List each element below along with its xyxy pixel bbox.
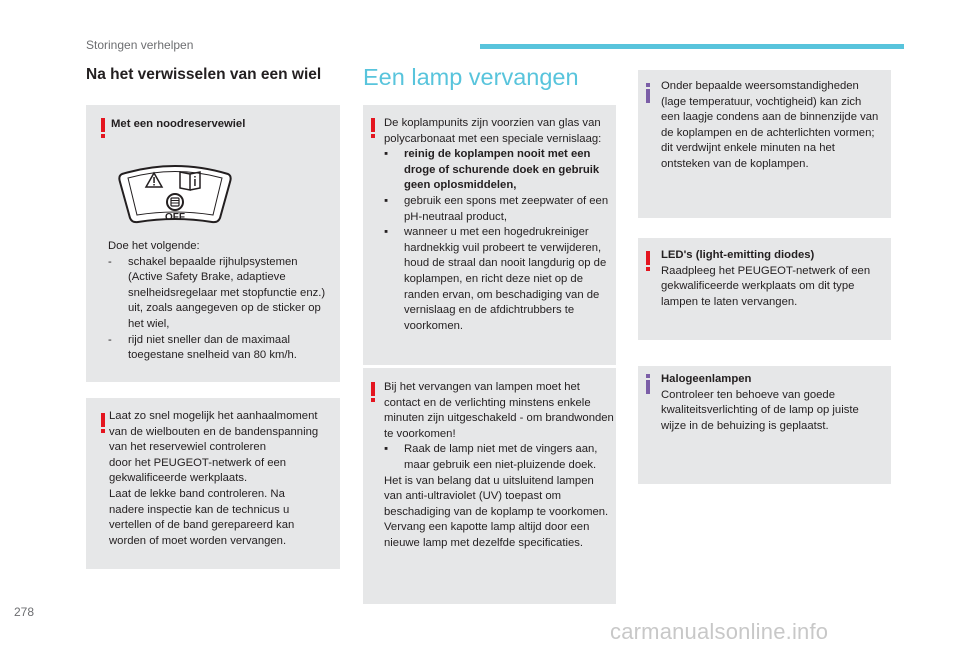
info-icon [646, 374, 650, 394]
warning-icon [371, 382, 375, 402]
wheel-check-box [86, 398, 340, 569]
led-title: LED's (light-emitting diodes) [661, 249, 815, 261]
page-number: 278 [14, 605, 35, 619]
watermark: carmanualsonline.info [610, 619, 829, 644]
headlamp-care-box [363, 105, 616, 365]
headlamp-intro: De koplampunits zijn voorzien van glas van polycarbonaat met een speciale vernislaag: [384, 117, 602, 145]
instructions-intro: Doe het volgende: [108, 240, 200, 252]
wheel-sticker-illustration [116, 160, 234, 226]
headlamp-care-text [384, 116, 614, 334]
spare-wheel-instructions [108, 239, 330, 364]
halogen-box [638, 366, 891, 484]
condensation-text: Onder bepaalde weersomstandigheden (lage temperatuur, vochtigheid) kan zich een laagje condens aan de binnenzijde van de koplampen en de achterlichten vormen; dit verdwijnt enkele minuten na het ontsteken van de koplampen. [661, 80, 879, 170]
condensation-box [638, 70, 891, 218]
list-item: ▪ reinig de koplampen nooit met een droge of schurende doek en gebruik geen oplosmiddelen, [384, 148, 600, 192]
bulb-replacement-box [363, 368, 616, 604]
warning-icon [101, 413, 105, 433]
list-item: ▪ gebruik een spons met zeepwater of een pH-neutraal product, [384, 194, 609, 223]
info-icon [646, 83, 650, 103]
off-label: OFF [165, 212, 185, 223]
led-box [638, 238, 891, 340]
bulb-replacement-text: Bij het vervangen van lampen moet het contact en de verlichting minstens enkele minuten zijn uitgeschakeld - om brandwonden te voorkomen! ▪ Raak de lamp niet met de vingers aan, maar gebruik een niet-pluizende doek. Het is van belang dat u uitsluitend lampen van anti-ultraviolet (UV) toepast om beschadiging van de koplamp te voorkomen. Vervang een kapotte lamp altijd door een nieuwe lamp met dezelfde specificaties. [384, 381, 614, 549]
warning-icon [371, 118, 375, 138]
header-title: Storingen verhelpen [86, 38, 194, 52]
list-item: - schakel bepaalde rijhulpsystemen (Active Safety Brake, adaptieve snelheidsregelaar met stopfunctie enz.) uit, zoals aangegeven op de sticker op het wiel, [108, 255, 326, 330]
header-accent-bar [480, 44, 904, 49]
led-text: LED's (light-emitting diodes) Raadpleeg het PEUGEOT-netwerk of een gekwalificeerde werkplaats om dit type lampen te laten vervangen. [661, 248, 886, 310]
list-item: ▪ Raak de lamp niet met de vingers aan, maar gebruik een niet-pluizende doek. [384, 443, 598, 471]
wheel-check-text: Laat zo snel mogelijk het aanhaalmoment van de wielbouten en de bandenspanning van het reservewiel controleren door het PEUGEOT-netwerk of een gekwalificeerde werkplaats. Laat de lekke band controleren. Na nadere inspectie kan de technicus u vertellen of de band gerepareerd kan worden of moet worden vervangen. [109, 410, 319, 547]
halogen-text: Halogeenlampen Controleer ten behoeve van goede kwaliteitsverlichting of de lamp op juiste wijze in de behuizing is geplaatst. [661, 372, 886, 434]
list-item: ▪ wanneer u met een hogedrukreiniger hardnekkig vuil probeert te verwijderen, houd de straal dan nooit langdurig op de koplampen, en richt deze niet op de randen ervan, om beschadiging van de vernislaag en de afdichtrubbers te voorkomen. [384, 226, 607, 332]
page-title: Een lamp vervangen [363, 64, 579, 90]
spare-wheel-title: Met een noodreservewiel [111, 118, 246, 130]
warning-icon [646, 251, 650, 271]
section-heading: Na het verwisselen van een wiel [86, 66, 322, 83]
warning-icon [101, 118, 105, 138]
halogen-title: Halogeenlampen [661, 373, 752, 385]
spare-wheel-box [86, 105, 340, 382]
list-item: - rijd niet sneller dan de maximaal toegestane snelheid van 80 km/h. [108, 333, 297, 362]
